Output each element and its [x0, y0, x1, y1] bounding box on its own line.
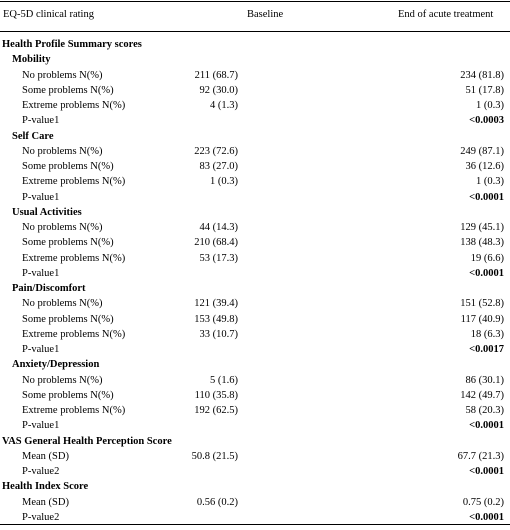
table-row — [0, 175, 510, 190]
table-top-rule — [0, 1, 510, 2]
baseline-value: 153 (49.8) — [194, 313, 238, 325]
end-treatment-value: 117 (40.9) — [460, 313, 504, 325]
end-treatment-value: 67.7 (21.3) — [457, 450, 504, 462]
group-heading: Anxiety/Depression — [12, 359, 100, 371]
table-row — [0, 99, 510, 114]
table-row — [0, 160, 510, 175]
baseline-value: 1 (0.3) — [210, 176, 238, 188]
end-treatment-value: 1 (0.3) — [476, 100, 504, 111]
row-label: Extreme problems N(%) — [22, 328, 126, 340]
end-treatment-value: 151 (52.8) — [460, 298, 504, 310]
baseline-value: 210 (68.4) — [194, 237, 238, 249]
row-label: No problems N(%) — [22, 222, 103, 233]
table-row — [0, 496, 510, 511]
baseline-value: 83 (27.0) — [199, 161, 238, 172]
section-heading: VAS General Health Perception Score — [2, 435, 172, 447]
p-value: <0.0001 — [469, 511, 504, 523]
p-value: <0.0003 — [469, 115, 504, 127]
baseline-value: 0.56 (0.2) — [196, 496, 238, 508]
row-label: Mean (SD) — [22, 450, 69, 462]
row-label: No problems N(%) — [22, 374, 103, 386]
row-label: Mean (SD) — [22, 496, 69, 508]
baseline-value: 44 (14.3) — [199, 222, 238, 233]
end-treatment-value: 129 (45.1) — [460, 222, 504, 233]
p-value: <0.0001 — [469, 267, 504, 279]
table-row — [0, 450, 510, 465]
table-row — [0, 435, 510, 450]
end-treatment-value: 19 (6.6) — [470, 252, 504, 264]
table-row — [0, 191, 510, 206]
group-heading: Mobility — [12, 54, 51, 66]
end-treatment-value: 36 (12.6) — [465, 161, 504, 172]
baseline-value: 53 (17.3) — [199, 252, 238, 264]
row-label: P-value1 — [22, 420, 60, 432]
row-label: Some problems N(%) — [22, 389, 114, 401]
end-treatment-value: 234 (81.8) — [460, 69, 504, 81]
table-row — [0, 282, 510, 297]
end-treatment-value: 142 (49.7) — [460, 389, 504, 401]
table-row — [0, 252, 510, 267]
group-heading: Usual Activities — [12, 206, 82, 218]
row-label: P-value1 — [22, 344, 60, 355]
row-label: P-value1 — [22, 267, 60, 279]
row-label: Some problems N(%) — [22, 237, 114, 249]
p-value: <0.0001 — [469, 191, 504, 203]
baseline-value: 223 (72.6) — [194, 145, 238, 157]
table-row — [0, 84, 510, 99]
end-treatment-value: 18 (6.3) — [470, 328, 504, 340]
table-row — [0, 69, 510, 84]
table-row — [0, 221, 510, 236]
table-row — [0, 465, 510, 480]
header-label-column: EQ-5D clinical rating — [3, 9, 94, 20]
end-treatment-value: 58 (20.3) — [465, 405, 504, 416]
row-label: No problems N(%) — [22, 145, 103, 157]
table-row — [0, 130, 510, 145]
end-treatment-value: 86 (30.1) — [465, 374, 504, 386]
baseline-value: 4 (1.3) — [210, 100, 238, 111]
table-row — [0, 297, 510, 312]
table-row — [0, 389, 510, 404]
row-label: Extreme problems N(%) — [22, 176, 126, 188]
table-row — [0, 38, 510, 53]
table-row — [0, 236, 510, 251]
baseline-value: 5 (1.6) — [210, 374, 238, 386]
row-label: Extreme problems N(%) — [22, 252, 126, 264]
p-value: <0.0017 — [469, 344, 504, 355]
table-row — [0, 313, 510, 328]
row-label: Extreme problems N(%) — [22, 100, 126, 111]
table-row — [0, 343, 510, 358]
end-treatment-value: 138 (48.3) — [460, 237, 504, 249]
end-treatment-value: 249 (87.1) — [460, 145, 504, 157]
table-row — [0, 53, 510, 68]
header-baseline-column: Baseline — [247, 9, 284, 20]
table-row — [0, 374, 510, 389]
baseline-value: 50.8 (21.5) — [191, 450, 238, 462]
baseline-value: 110 (35.8) — [194, 389, 238, 401]
table-header-row — [0, 8, 510, 26]
row-label: P-value2 — [22, 511, 60, 523]
row-label: No problems N(%) — [22, 298, 103, 310]
baseline-value: 33 (10.7) — [199, 328, 238, 340]
table-row — [0, 358, 510, 373]
end-treatment-value: 0.75 (0.2) — [462, 496, 504, 508]
end-treatment-value: 1 (0.3) — [476, 176, 504, 188]
end-treatment-value: 51 (17.8) — [465, 84, 504, 96]
table-row — [0, 267, 510, 282]
table-row — [0, 145, 510, 160]
row-label: Some problems N(%) — [22, 313, 114, 325]
group-heading: Self Care — [12, 130, 54, 142]
row-label: Some problems N(%) — [22, 84, 114, 96]
table-row — [0, 328, 510, 343]
table-row — [0, 480, 510, 495]
table-header-rule — [0, 31, 510, 32]
table-bottom-rule — [0, 524, 510, 525]
section-heading: Health Index Score — [2, 481, 89, 493]
row-label: Some problems N(%) — [22, 161, 114, 172]
row-label: P-value1 — [22, 191, 60, 203]
table-row — [0, 419, 510, 434]
table-row — [0, 404, 510, 419]
baseline-value: 211 (68.7) — [194, 69, 238, 81]
table-row — [0, 206, 510, 221]
p-value: <0.0001 — [469, 420, 504, 432]
row-label: Extreme problems N(%) — [22, 405, 126, 416]
baseline-value: 121 (39.4) — [194, 298, 238, 310]
table-row — [0, 114, 510, 129]
group-heading: Pain/Discomfort — [12, 283, 86, 294]
baseline-value: 192 (62.5) — [194, 405, 238, 416]
p-value: <0.0001 — [469, 466, 504, 477]
row-label: P-value1 — [22, 115, 60, 127]
section-heading: Health Profile Summary scores — [2, 39, 142, 50]
row-label: P-value2 — [22, 466, 60, 477]
header-end-column: End of acute treatment — [398, 9, 494, 20]
row-label: No problems N(%) — [22, 69, 103, 81]
baseline-value: 92 (30.0) — [199, 84, 238, 96]
